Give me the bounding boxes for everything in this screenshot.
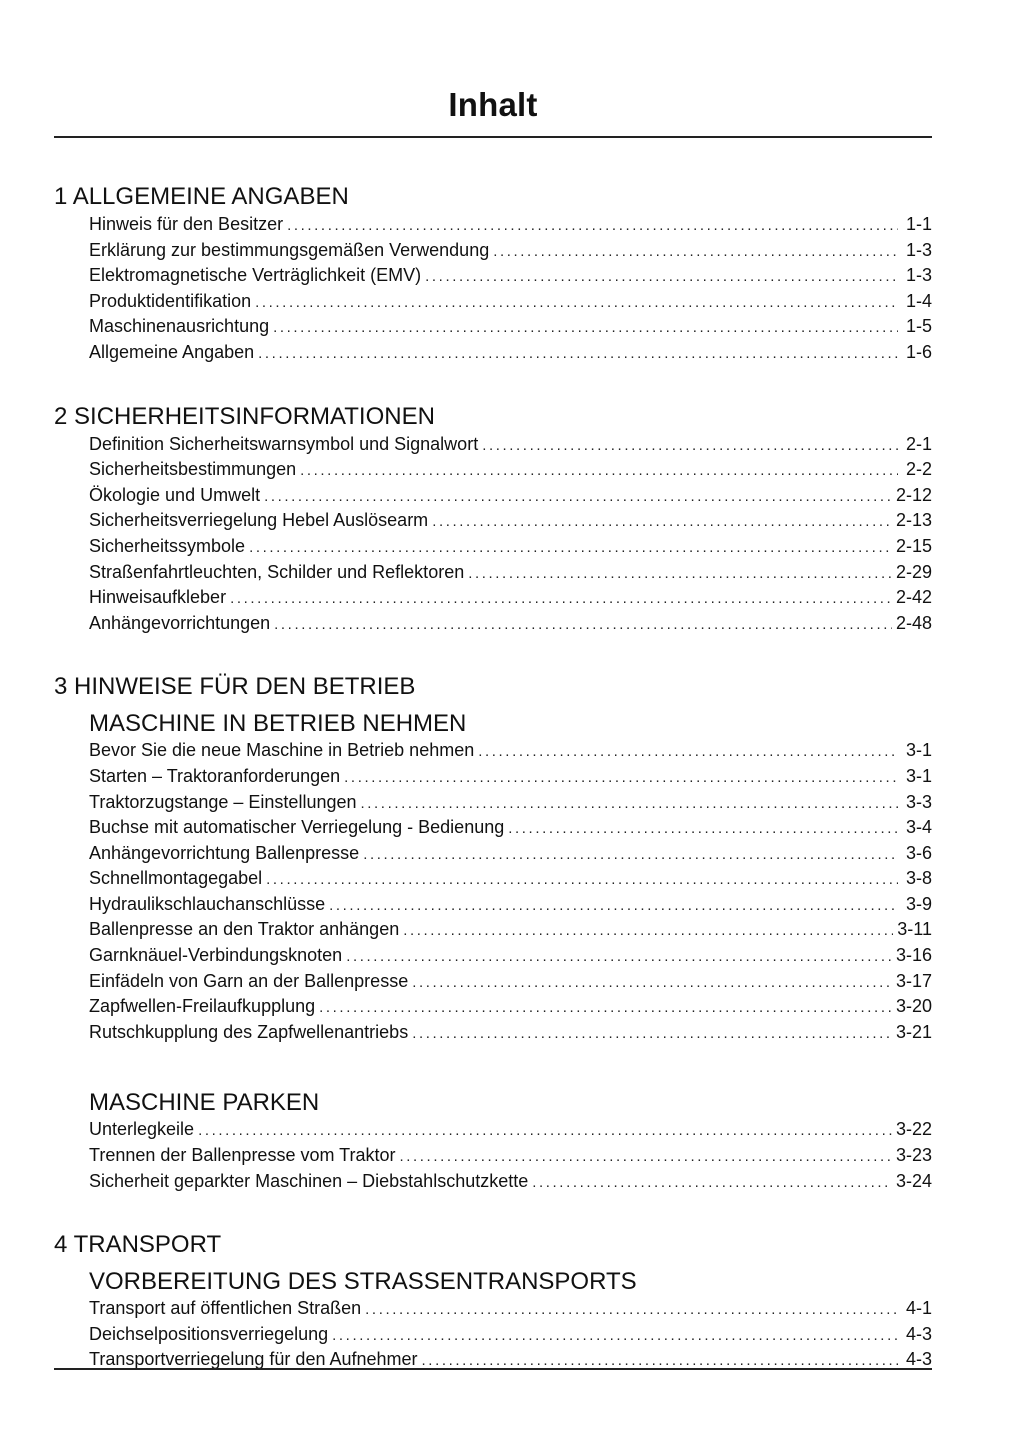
dot-leader <box>300 458 898 484</box>
toc-entry-page: 3-20 <box>895 996 932 1017</box>
toc-entry-title: Anhängevorrichtungen <box>89 612 271 633</box>
toc-entry-title: Hinweisaufkleber <box>89 587 227 608</box>
dot-leader <box>432 509 892 535</box>
dot-leader <box>344 765 898 791</box>
dot-leader <box>422 1348 898 1374</box>
toc-subsection <box>89 710 932 1045</box>
dot-leader <box>287 213 898 239</box>
toc-entry-title: Trennen der Ballenpresse vom Traktor <box>89 1145 396 1166</box>
dot-leader <box>478 739 898 765</box>
dot-leader <box>264 484 892 510</box>
toc-entry-page: 1-5 <box>905 316 932 337</box>
toc-entry-list <box>89 738 932 1045</box>
toc-entry-title: Sicherheitsbestimmungen <box>89 459 297 480</box>
dot-leader <box>273 315 898 341</box>
dot-leader <box>255 290 898 316</box>
footer-divider <box>54 1368 932 1370</box>
toc-entry-page: 3-17 <box>895 970 932 991</box>
toc-entry[interactable] <box>89 1296 932 1322</box>
toc-chapter <box>54 182 932 366</box>
toc-entry-page: 3-22 <box>895 1119 932 1140</box>
toc-entry[interactable] <box>89 212 932 238</box>
toc-entry-list <box>89 1296 932 1373</box>
chapter-heading: 3 HINWEISE FÜR DEN BETRIEB <box>54 673 416 701</box>
toc-entry-title: Buchse mit automatischer Verriegelung - Bedienung <box>89 817 505 838</box>
toc-entry-title: Allgemeine Angaben <box>89 341 255 362</box>
toc-entry[interactable] <box>89 866 932 892</box>
toc-entry-page: 2-2 <box>905 459 932 480</box>
dot-leader <box>361 791 899 817</box>
title-divider <box>54 136 932 138</box>
toc-entry-page: 3-11 <box>897 919 932 940</box>
toc-entry[interactable] <box>89 815 932 841</box>
chapter-heading: 2 SICHERHEITSINFORMATIONEN <box>54 402 435 430</box>
toc-entry[interactable] <box>89 1169 932 1195</box>
toc-entry[interactable] <box>89 238 932 264</box>
toc-entry[interactable] <box>89 1322 932 1348</box>
dot-leader <box>403 918 893 944</box>
chapter-heading: 4 TRANSPORT <box>54 1231 222 1259</box>
dot-leader <box>399 1144 891 1170</box>
toc-entry-title: Deichselpositionsverriegelung <box>89 1323 329 1344</box>
toc-entry-title: Schnellmontagegabel <box>89 868 263 889</box>
toc-entry[interactable] <box>89 457 932 483</box>
toc-chapter <box>54 402 932 637</box>
toc-entry[interactable] <box>89 263 932 289</box>
toc-entry-title: Traktorzugstange – Einstellungen <box>89 791 357 812</box>
dot-leader <box>274 612 892 638</box>
toc-entry-title: Ökologie und Umwelt <box>89 484 261 505</box>
subsection-heading: VORBEREITUNG DES STRASSENTRANSPORTS <box>89 1268 637 1296</box>
dot-leader <box>412 1021 892 1047</box>
toc-entry-page: 1-3 <box>905 265 932 286</box>
dot-leader <box>468 561 892 587</box>
toc-entry-page: 4-1 <box>905 1298 932 1319</box>
toc-entry[interactable] <box>89 314 932 340</box>
table-of-contents <box>54 182 932 1373</box>
dot-leader <box>230 586 892 612</box>
toc-entry-page: 3-23 <box>895 1145 932 1166</box>
toc-entry-list <box>89 212 932 366</box>
toc-entry-title: Produktidentifikation <box>89 290 252 311</box>
toc-entry[interactable] <box>89 841 932 867</box>
toc-entry[interactable] <box>89 534 932 560</box>
toc-entry[interactable] <box>89 994 932 1020</box>
toc-subsection <box>89 1268 932 1373</box>
dot-leader <box>363 842 898 868</box>
toc-entry-title: Transport auf öffentlichen Straßen <box>89 1298 362 1319</box>
toc-chapter <box>54 672 932 1194</box>
dot-leader <box>346 944 892 970</box>
dot-leader <box>319 995 892 1021</box>
toc-entry[interactable] <box>89 560 932 586</box>
dot-leader <box>412 970 892 996</box>
toc-entry-title: Erklärung zur bestimmungsgemäßen Verwendung <box>89 239 490 260</box>
page-title: Inhalt <box>448 86 538 123</box>
toc-entry[interactable] <box>89 969 932 995</box>
toc-entry-title: Transportverriegelung für den Aufnehmer <box>89 1349 418 1370</box>
toc-entry-list <box>89 1117 932 1194</box>
toc-entry[interactable] <box>89 917 932 943</box>
toc-entry[interactable] <box>89 764 932 790</box>
toc-entry[interactable] <box>89 943 932 969</box>
toc-entry-title: Definition Sicherheitswarnsymbol und Signalwort <box>89 433 479 454</box>
toc-entry-page: 2-29 <box>895 561 932 582</box>
toc-entry-page: 3-21 <box>895 1021 932 1042</box>
toc-entry-title: Ballenpresse an den Traktor anhängen <box>89 919 400 940</box>
toc-entry-page: 3-16 <box>895 945 932 966</box>
toc-entry-page: 3-24 <box>895 1170 932 1191</box>
dot-leader <box>508 816 898 842</box>
dot-leader <box>329 893 898 919</box>
toc-entry-title: Hinweis für den Besitzer <box>89 214 284 234</box>
toc-entry-page: 3-6 <box>905 842 932 863</box>
toc-entry-page: 3-8 <box>905 868 932 889</box>
toc-entry[interactable] <box>89 611 932 637</box>
toc-entry-title: Rutschkupplung des Zapfwellenantriebs <box>89 1021 409 1042</box>
toc-entry[interactable] <box>89 1117 932 1143</box>
dot-leader <box>425 264 898 290</box>
toc-entry-page: 3-3 <box>905 791 932 812</box>
toc-entry-page: 4-3 <box>905 1349 932 1370</box>
toc-entry-title: Unterlegkeile <box>89 1119 195 1140</box>
toc-entry-page: 2-48 <box>895 612 932 633</box>
toc-entry[interactable] <box>89 892 932 918</box>
toc-entry-title: Zapfwellen-Freilaufkupplung <box>89 996 316 1017</box>
toc-entry-page: 2-1 <box>905 433 932 454</box>
toc-entry[interactable] <box>89 289 932 315</box>
toc-entry-title: Starten – Traktoranforderungen <box>89 765 341 786</box>
toc-entry[interactable] <box>89 340 932 366</box>
toc-entry-title: Sicherheit geparkter Maschinen – Diebstahlschutzkette <box>89 1170 529 1191</box>
dot-leader <box>482 433 898 459</box>
toc-entry-page: 2-12 <box>895 484 932 505</box>
toc-entry-title: Garnknäuel-Verbindungsknoten <box>89 945 343 966</box>
toc-entry-title: Elektromagnetische Verträglichkeit (EMV) <box>89 265 422 286</box>
toc-entry-page: 2-13 <box>895 510 932 531</box>
toc-entry-title: Hydraulikschlauchanschlüsse <box>89 893 326 914</box>
toc-entry-title: Anhängevorrichtung Ballenpresse <box>89 842 360 863</box>
toc-entry[interactable] <box>89 483 932 509</box>
dot-leader <box>532 1170 892 1196</box>
toc-entry-title: Einfädeln von Garn an der Ballenpresse <box>89 970 409 991</box>
dot-leader <box>266 867 898 893</box>
toc-chapter <box>54 1230 932 1373</box>
toc-entry-page: 3-9 <box>905 893 932 914</box>
dot-leader <box>332 1323 898 1349</box>
toc-entry-page: 1-1 <box>905 214 932 234</box>
toc-entry[interactable] <box>89 585 932 611</box>
toc-entry[interactable] <box>89 1143 932 1169</box>
toc-entry[interactable] <box>89 1020 932 1046</box>
toc-entry[interactable] <box>89 738 932 764</box>
chapter-heading: 1 ALLGEMEINE ANGABEN <box>54 183 349 210</box>
toc-entry-title: Sicherheitssymbole <box>89 535 246 556</box>
toc-entry-title: Bevor Sie die neue Maschine in Betrieb nehmen <box>89 740 475 761</box>
toc-entry[interactable] <box>89 432 932 458</box>
dot-leader <box>198 1118 892 1144</box>
toc-entry-page: 1-4 <box>905 290 932 311</box>
toc-entry-list <box>89 432 932 637</box>
toc-entry-page: 3-1 <box>905 740 932 761</box>
dot-leader <box>258 341 898 367</box>
toc-entry-page: 1-3 <box>905 239 932 260</box>
toc-entry-page: 3-1 <box>905 765 932 786</box>
dot-leader <box>365 1297 898 1323</box>
toc-entry-title: Straßenfahrtleuchten, Schilder und Reflektoren <box>89 561 465 582</box>
toc-entry-page: 2-42 <box>895 587 932 608</box>
toc-entry-title: Maschinenausrichtung <box>89 316 270 337</box>
subsection-heading: MASCHINE PARKEN <box>89 1089 320 1117</box>
toc-entry[interactable] <box>89 508 932 534</box>
toc-entry-page: 1-6 <box>905 341 932 362</box>
toc-entry-title: Sicherheitsverriegelung Hebel Auslösearm <box>89 510 429 531</box>
toc-entry-page: 2-15 <box>895 535 932 556</box>
dot-leader <box>493 239 898 265</box>
toc-entry[interactable] <box>89 790 932 816</box>
dot-leader <box>249 535 892 561</box>
toc-entry-page: 4-3 <box>905 1323 932 1344</box>
subsection-heading: MASCHINE IN BETRIEB NEHMEN <box>89 710 467 738</box>
toc-entry-page: 3-4 <box>905 817 932 838</box>
toc-subsection <box>89 1089 932 1194</box>
